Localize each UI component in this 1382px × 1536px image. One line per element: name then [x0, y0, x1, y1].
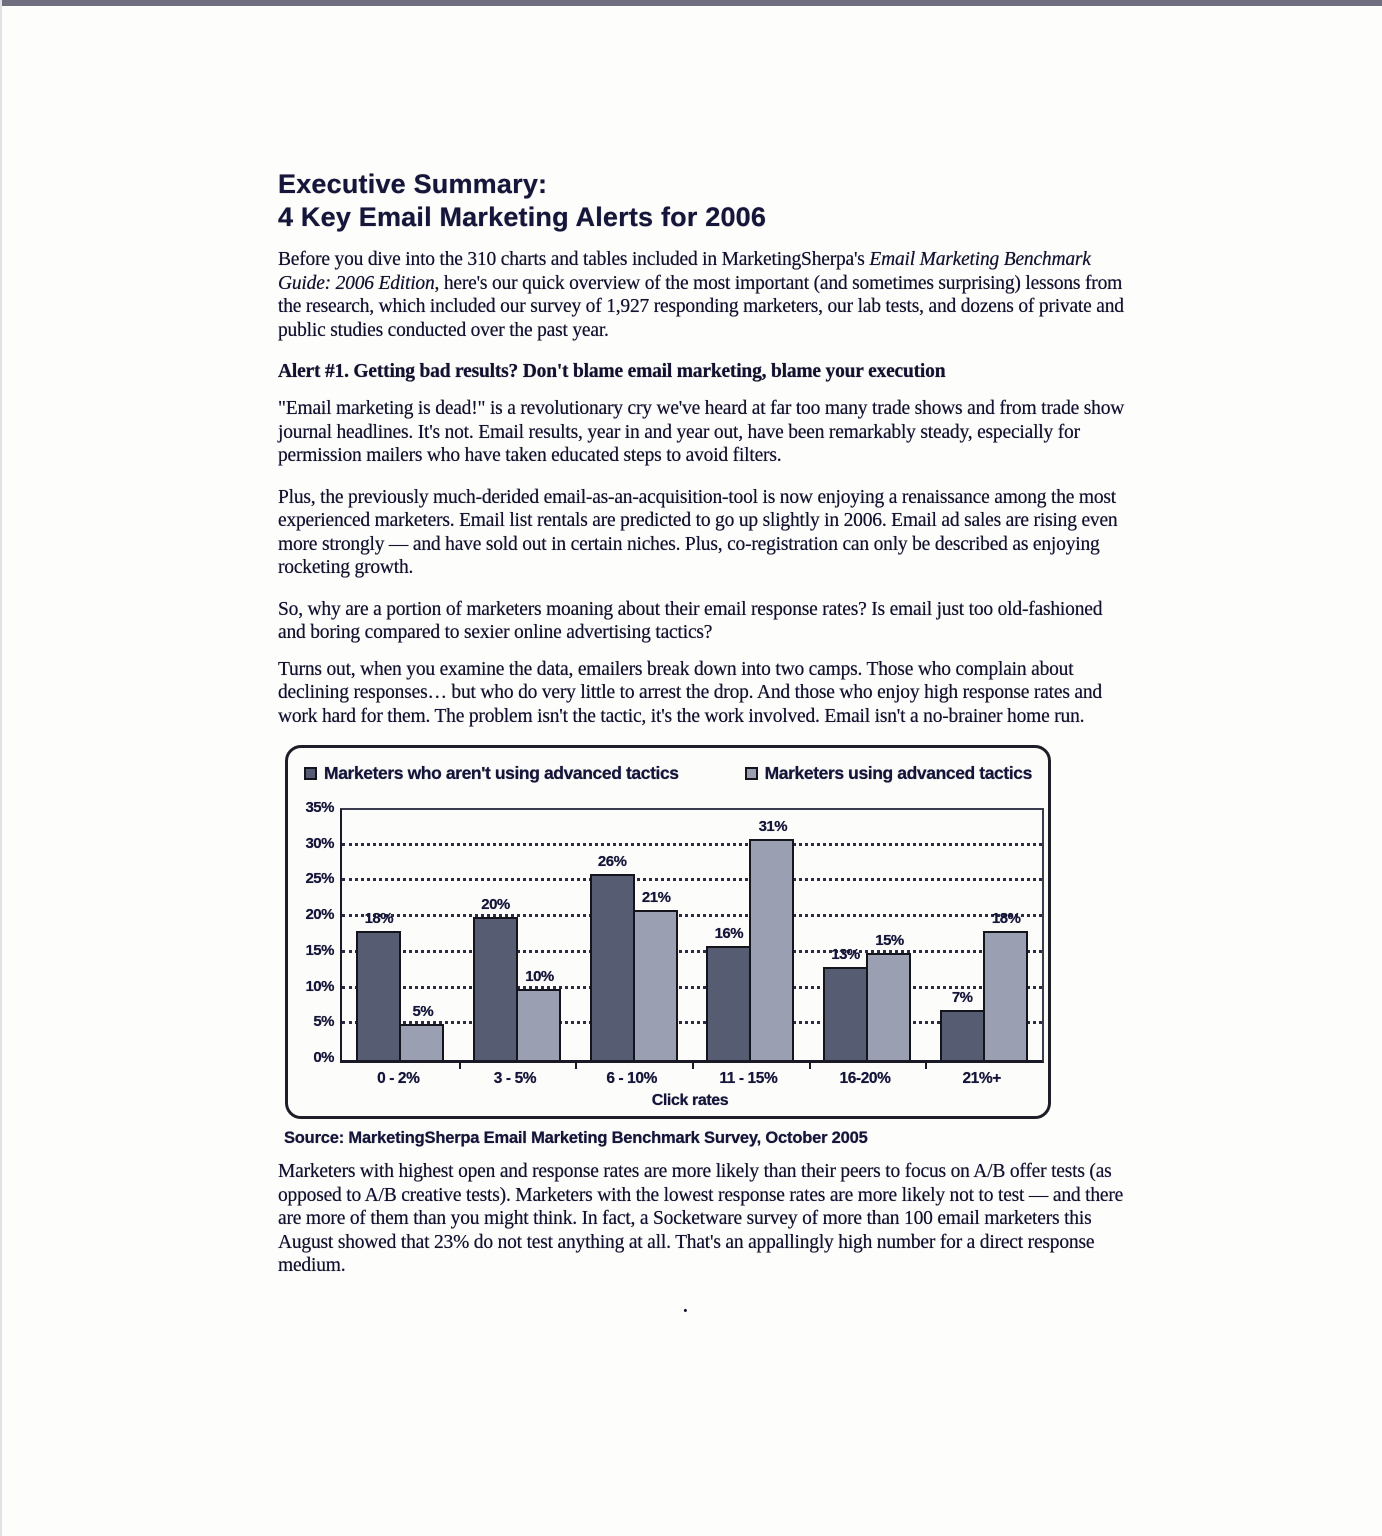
intro-post-italic: , here's our quick overview of the most important (and sometimes surprising) lessons from the research, which included our survey of 1,927 responding marketers, our lab tests, and dozens of private and public studies conducted over the past year.	[278, 272, 1124, 341]
alert1-paragraph-1: "Email marketing is dead!" is a revolutionary cry we've heard at far too many trade shows and from trade show journal headlines. It's not. Email results, year in and year out, have been remarkably steady, especially for permission mailers who have taken educated steps to avoid filters.	[278, 398, 1125, 466]
bar-series2-16-20	[866, 953, 911, 1060]
bar-series1-0-2	[356, 931, 401, 1060]
bar-value-label: 18%	[991, 910, 1021, 928]
chart-legend	[288, 763, 1048, 784]
chart-y-axis	[292, 799, 334, 1066]
y-tick-label: 35%	[305, 799, 334, 816]
x-category-label: 6 - 10%	[606, 1070, 657, 1087]
bar-wrap	[823, 946, 868, 1060]
legend-swatch-icon	[745, 767, 758, 780]
legend-label: Marketers who aren't using advanced tactics	[324, 763, 679, 783]
chart-x-category-labels	[340, 1070, 1040, 1088]
bar-group-16-20	[809, 810, 926, 1060]
y-tick-label: 25%	[305, 870, 334, 888]
page-title	[278, 168, 1126, 234]
bar-group-21+	[925, 810, 1042, 1060]
bar-value-label: 20%	[481, 896, 510, 914]
bar-series1-3-5	[473, 917, 518, 1060]
bar-wrap	[518, 967, 561, 1060]
bar-value-label: 10%	[525, 967, 554, 985]
page-content	[278, 168, 1126, 1318]
intro-italic-book-title: Email Marketing Benchmark Guide: 2006 Edition	[278, 249, 1091, 294]
closing-paragraph: Marketers with highest open and response rates are more likely than their peers to focus on A/B offer tests (as opposed to A/B creative tests). Marketers with the lowest response rates are more likely not to test — and there are more of them than you might think. In fact, a Socketware survey of more than 100 email marketers this August showed that 23% do not test anything at all. That's an appallingly high number for a direct response medium.	[278, 1161, 1124, 1276]
y-tick-label: 20%	[305, 906, 334, 924]
x-category-label: 21%+	[962, 1070, 1001, 1087]
y-tick-label: 10%	[305, 977, 334, 995]
scan-top-edge	[2, 0, 1382, 6]
bar-series2-0-2	[399, 1024, 444, 1060]
x-axis-tick	[575, 1060, 577, 1069]
bar-series2-3-5	[516, 989, 561, 1060]
x-axis-tick	[692, 1060, 694, 1069]
chart-x-axis-title: Click rates	[651, 1092, 729, 1109]
x-axis-tick	[459, 1060, 461, 1069]
legend-item-series-1	[304, 763, 679, 784]
bar-wrap	[940, 989, 985, 1060]
alert1-paragraph-2: Plus, the previously much-derided email-as-an-acquisition-tool is now enjoying a renaissance among the most experienced marketers. Email list rentals are predicted to go up slightly in 2006. Email ad sales are rising even more strongly — and have sold out in certain niches. Plus, co-registration can only be described as enjoying rocketing growth.	[278, 486, 1118, 578]
bar-value-label: 13%	[831, 946, 860, 964]
bar-groups	[342, 810, 1042, 1060]
page-title-line1: Executive Summary:	[278, 169, 548, 199]
bar-series2-11-15	[749, 839, 794, 1060]
y-tick-label: 15%	[305, 941, 334, 959]
bar-series1-11-15	[706, 946, 751, 1060]
x-category-label: 0 - 2%	[377, 1070, 420, 1087]
bar-group-3-5	[459, 810, 576, 1060]
chart-source-line: Source: MarketingSherpa Email Marketing Benchmark Survey, October 2005	[284, 1129, 868, 1147]
alert1-paragraph-3: So, why are a portion of marketers moaning about their email response rates? Is email just too old-fashioned and boring compared to sexier online advertising tactics?	[278, 598, 1103, 643]
y-tick-label: 30%	[305, 834, 334, 852]
x-axis-tick	[925, 1060, 927, 1069]
bar-value-label: 26%	[597, 853, 627, 871]
bar-group-6-10	[575, 810, 692, 1060]
bar-wrap	[706, 924, 751, 1060]
alert1-paragraph-4: Turns out, when you examine the data, emailers break down into two camps. Those who complain about declining responses… but who do very little to arrest the drop. And those who enjoy high response rates and work hard for them. The problem isn't the tactic, it's the work involved. Email isn't a no-brainer home run.	[278, 658, 1102, 727]
bar-value-label: 16%	[714, 924, 744, 942]
chart-plot-wrap	[340, 808, 1040, 1058]
legend-label: Marketers using advanced tactics	[764, 763, 1032, 783]
bar-wrap	[356, 910, 401, 1060]
y-tick-label: 0%	[313, 1049, 334, 1066]
bar-wrap	[751, 817, 794, 1060]
bar-series1-16-20	[823, 967, 868, 1060]
x-category-label: 3 - 5%	[493, 1070, 537, 1087]
legend-item-series-2	[745, 763, 1032, 784]
bar-group-0-2	[342, 810, 459, 1060]
intro-pre-italic: Before you dive into the 310 charts and tables included in MarketingSherpa's	[278, 249, 870, 270]
intro-paragraph	[278, 248, 1126, 342]
bar-value-label: 31%	[758, 817, 788, 835]
bar-group-11-15	[692, 810, 809, 1060]
bar-wrap	[473, 896, 518, 1060]
bar-series1-21+	[940, 1010, 985, 1060]
page-title-line2: 4 Key Email Marketing Alerts for 2006	[278, 202, 767, 232]
bar-value-label: 21%	[641, 889, 671, 906]
bar-value-label: 5%	[412, 1003, 434, 1021]
x-axis-tick	[809, 1060, 811, 1069]
bar-wrap	[635, 889, 678, 1060]
alert1-heading: Alert #1. Getting bad results? Don't blame email marketing, blame your execution	[278, 361, 946, 382]
bar-series2-6-10	[633, 910, 678, 1060]
bar-value-label: 7%	[951, 989, 973, 1006]
x-category-label: 16-20%	[839, 1070, 891, 1087]
bar-value-label: 18%	[364, 910, 394, 928]
bar-wrap	[985, 910, 1028, 1060]
click-rates-bar-chart	[285, 745, 1051, 1119]
trailing-period-mark: .	[683, 1295, 688, 1317]
chart-plot-area	[340, 808, 1044, 1063]
bar-wrap	[868, 931, 911, 1060]
bar-series2-21+	[983, 931, 1028, 1060]
x-category-label: 11 - 15%	[719, 1070, 778, 1087]
bar-value-label: 15%	[875, 931, 904, 949]
legend-swatch-icon	[304, 767, 317, 780]
y-tick-label: 5%	[313, 1013, 334, 1031]
bar-wrap	[401, 1003, 444, 1060]
